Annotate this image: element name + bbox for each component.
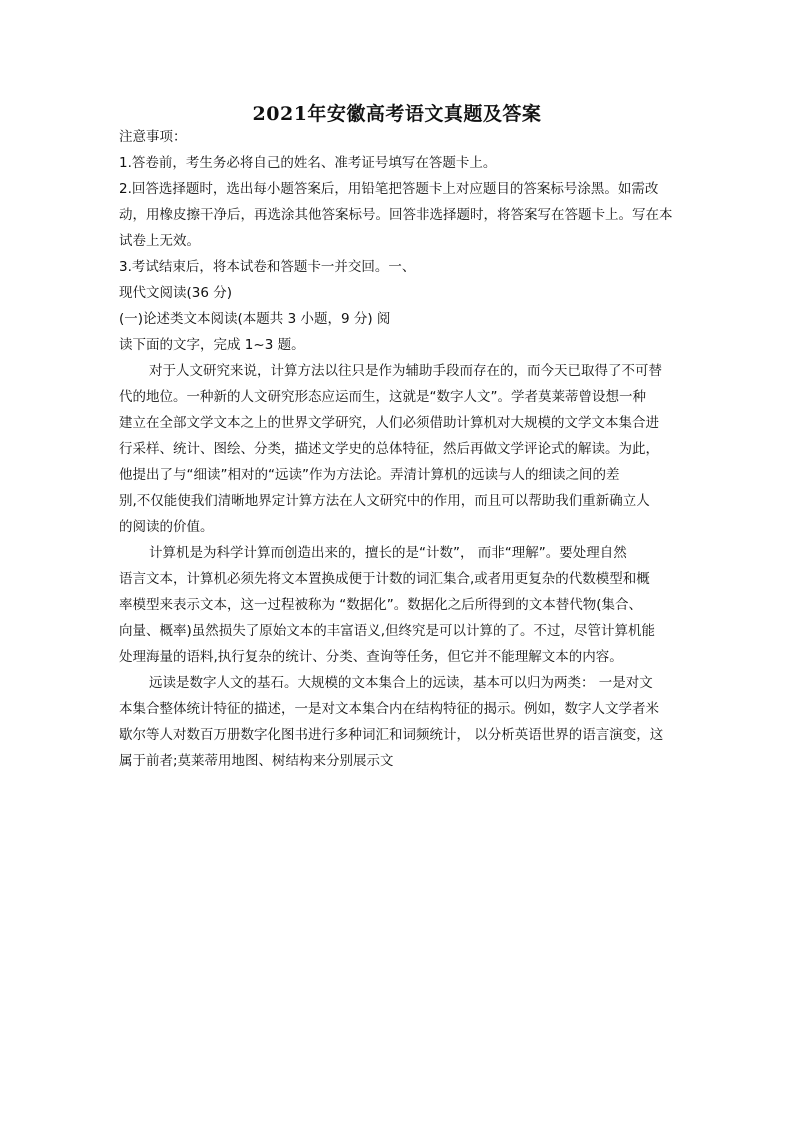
- paragraph-line: 属于前者;莫莱蒂用地图、树结构来分别展示文: [119, 753, 394, 769]
- paragraph-line: 的阅读的价值。: [119, 519, 214, 535]
- paragraph-line: 他提出了与“细读”相对的“远读”作为方法论。弄清计算机的远读与人的细读之间的差: [119, 467, 620, 483]
- section-heading: 现代文阅读(36 分): [119, 285, 233, 301]
- text-line: 试卷上无效。: [119, 233, 200, 249]
- paragraph-line: 歇尔等人对数百万册数字化图书进行多种词汇和词频统计， 以分析英语世界的语言演变，这: [119, 727, 664, 743]
- paragraph-line: 对于人文研究来说，计算方法以往只是作为辅助手段而存在的，而今天已取得了不可替: [149, 363, 662, 379]
- text-line: 注意事项：: [119, 129, 187, 145]
- text-line: 1.答卷前，考生务必将自己的姓名、准考证号填写在答题卡上。: [119, 155, 497, 171]
- section-subheading: (一)论述类文本阅读(本题共 3 小题，9 分) 阅: [119, 311, 391, 327]
- paragraph-line: 向量、概率)虽然损失了原始文本的丰富语义,但终究是可以计算的了。不过，尽管计算机能: [119, 623, 656, 639]
- paragraph-line: 计算机是为科学计算而创造出来的，擅长的是“计数”， 而非“理解”。要处理自然: [149, 545, 627, 561]
- text-line: 动，用橡皮擦干净后，再选涂其他答案标号。回答非选择题时，将答案写在答题卡上。写在本: [119, 207, 673, 223]
- paragraph-line: 率模型来表示文本，这一过程被称为 “数据化”。数据化之后所得到的文本替代物(集合、: [119, 597, 643, 613]
- paragraph-line: 行采样、统计、图绘、分类，描述文学史的总体特征，然后再做文学评论式的解读。为此，: [119, 441, 659, 457]
- body-text: [119, 124, 679, 774]
- paragraph-line: 语言文本，计算机必须先将文本置换成便于计数的词汇集合,或者用更复杂的代数模型和概: [119, 571, 650, 587]
- paragraph-line: 本集合整体统计特征的描述，一是对文本集合内在结构特征的揭示。例如，数字人文学者米: [119, 701, 659, 717]
- reading-instruction: 读下面的文字，完成 1~3 题。: [119, 337, 305, 353]
- text-line: 2.回答选择题时，选出每小题答案后，用铅笔把答题卡上对应题目的答案标号涂黑。如需改: [119, 181, 659, 197]
- paragraph-line: 远读是数字人文的基石。大规模的文本集合上的远读，基本可以归为两类： 一是对文: [149, 675, 653, 691]
- paragraph-line: 处理海量的语料,执行复杂的统计、分类、查询等任务，但它并不能理解文本的内容。: [119, 649, 623, 665]
- text-line: 3.考试结束后，将本试卷和答题卡一并交回。一、: [119, 259, 416, 275]
- paragraph-line: 代的地位。一种新的人文研究形态应运而生，这就是“数字人文”。学者莫莱蒂曾设想一种: [119, 389, 646, 405]
- paragraph-line: 别,不仅能使我们清晰地界定计算方法在人文研究中的作用，而且可以帮助我们重新确立人: [119, 493, 650, 509]
- paragraph-line: 建立在全部文学文本之上的世界文学研究，人们必须借助计算机对大规模的文学文本集合进: [119, 415, 659, 431]
- page-title: 2021年安徽高考语文真题及答案: [252, 103, 542, 125]
